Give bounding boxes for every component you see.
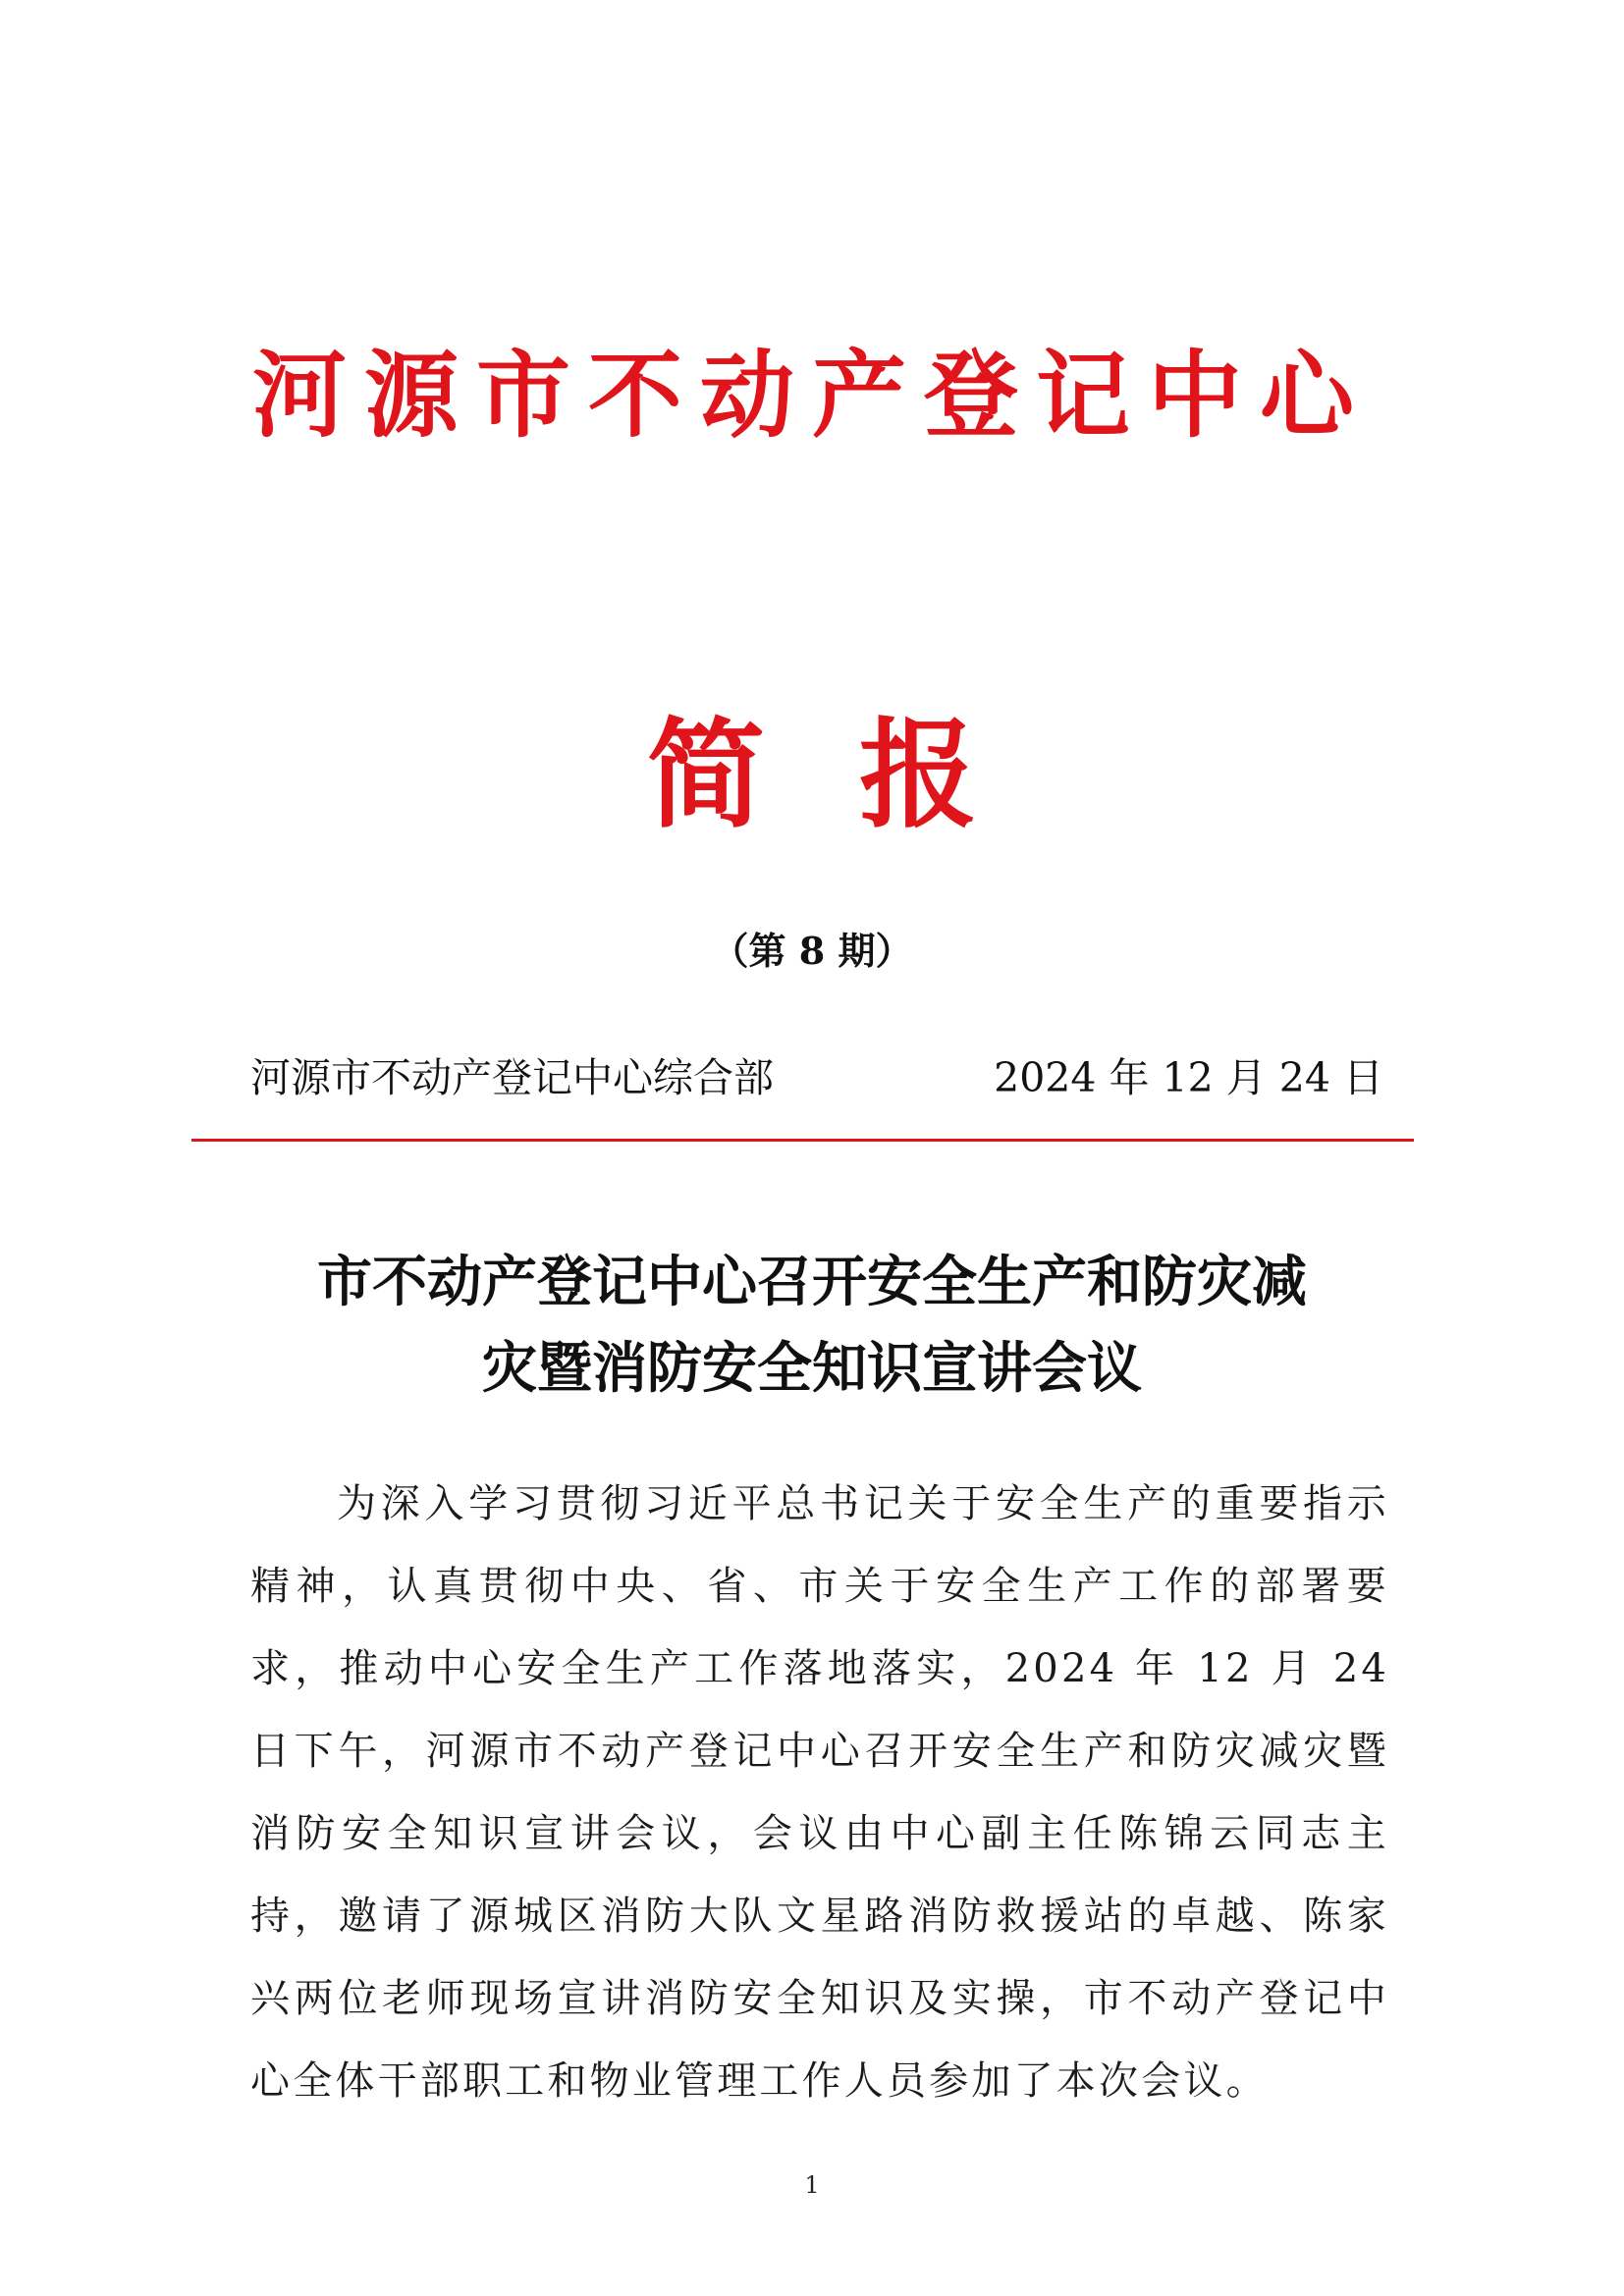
issue-date: 2024 年 12 月 24 日 xyxy=(994,1054,1383,1101)
brief-title-char-2: 报 xyxy=(859,706,977,844)
issue-number: （第 8 期） xyxy=(711,929,913,973)
organization-name: 河源市不动产登记中心 xyxy=(252,340,1372,451)
department-name: 河源市不动产登记中心综合部 xyxy=(250,1054,774,1101)
brief-title-char-1: 简 xyxy=(647,706,765,844)
brief-title xyxy=(0,706,1624,844)
page-number: 1 xyxy=(804,2171,820,2199)
article-title xyxy=(177,1239,1447,1412)
article-title-line-2: 灾暨消防安全知识宣讲会议 xyxy=(482,1336,1142,1401)
meta-row xyxy=(250,1054,1383,1101)
red-divider xyxy=(191,1139,1414,1142)
article-paragraph: 为深入学习贯彻习近平总书记关于安全生产的重要指示精神，认真贯彻中央、省、市关于安全生产工作的部署要求，推动中心安全生产工作落地落实，2024 年 12 月 24 日下午，河源市不动产登记中心召开安全生产和防灾减灾暨消防安全知识宣讲会议，会议由中心副主任陈锦云同志主持，邀请了源城区消防大队文星路消防救援站的卓越、陈家兴两位老师现场宣讲消防安全知识及实操，市不动产登记中心全体干部职工和物业管理工作人员参加了本次会议。 xyxy=(250,1481,1389,2104)
article-title-line-1: 市不动产登记中心召开安全生产和防灾减 xyxy=(317,1250,1307,1314)
